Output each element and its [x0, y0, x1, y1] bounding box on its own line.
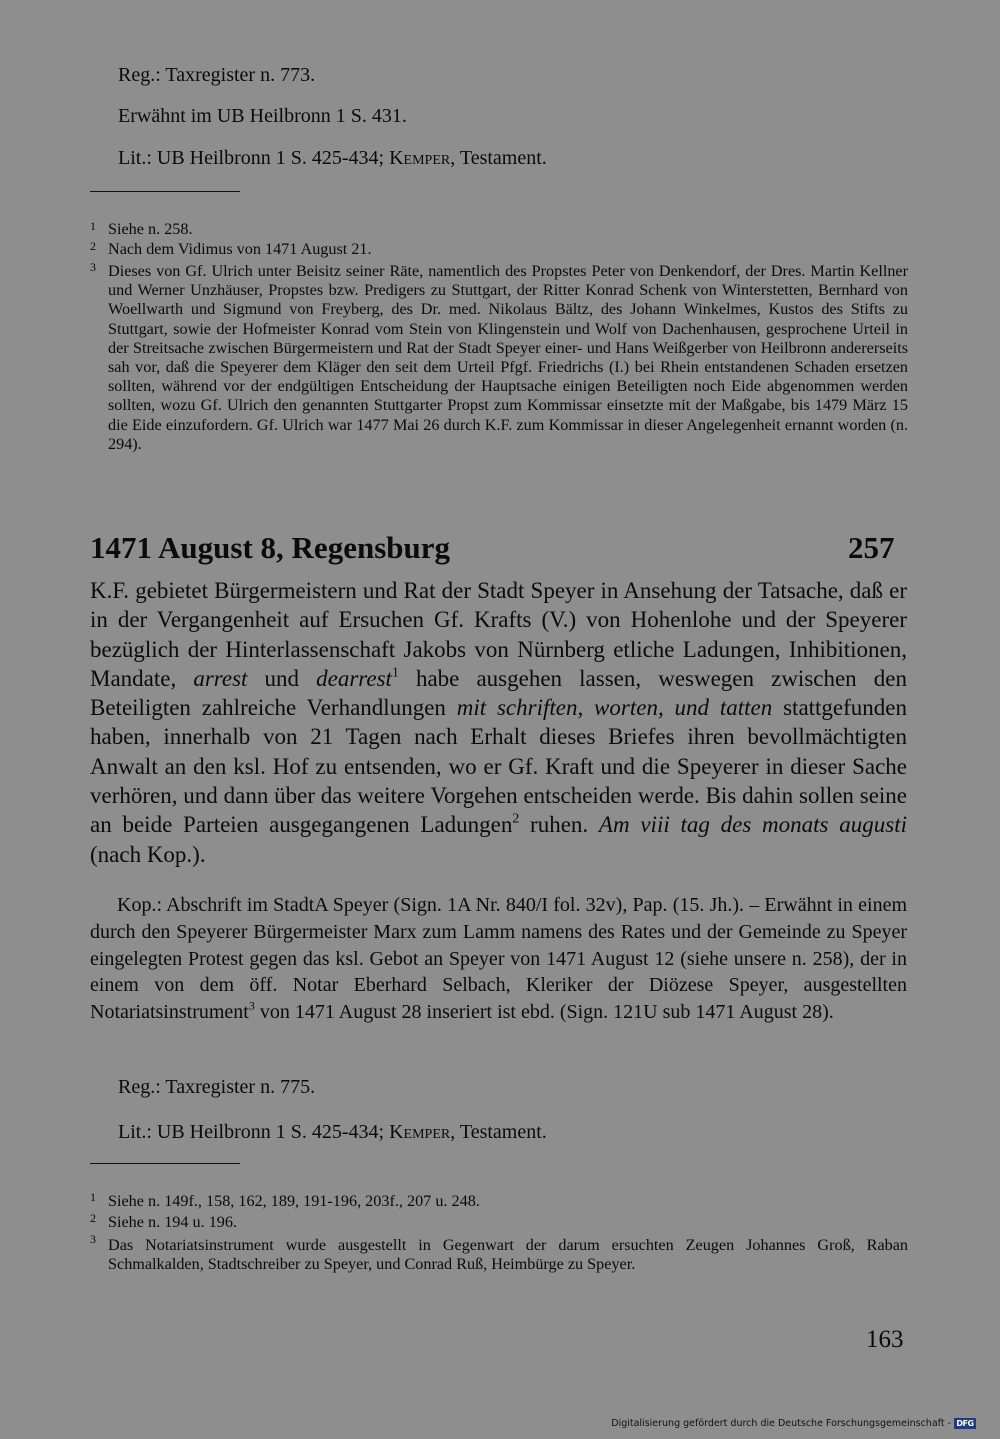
bottom-footnote-2: Siehe n. 194 u. 196. — [108, 1213, 238, 1231]
top-footnote-mark-1: 1 — [90, 219, 96, 233]
regest-italic-date: Am viii tag des monats augusti — [598, 812, 907, 838]
top-footnote-2: Nach dem Vidimus von 1471 August 21. — [108, 240, 372, 258]
top-lit-prefix: Lit.: UB Heilbronn 1 S. 425-434; — [118, 147, 390, 169]
entry-lit-author: Kemper — [389, 1121, 451, 1143]
regest-part-1: K.F. gebietet Bürgermeistern und Rat der Stadt Speyer in Ansehung der Tatsache, daß er in der Vergangenheit auf Ersuchen Gf. Krafts (V.) von Hohenlohe und der Speyerer bezüglich der Hinterlassenschaft Jakobs von Nürnberg etliche Ladungen, Inhibitionen, Mandate, — [90, 578, 907, 691]
regest-footnote-ref-2: 2 — [512, 810, 520, 826]
top-lit-suffix: , Testament. — [450, 147, 547, 169]
top-erwaehnt-line: Erwähnt im UB Heilbronn 1 S. 431. — [118, 105, 407, 127]
page-number: 163 — [866, 1326, 904, 1353]
kop-part-2: von 1471 August 28 inseriert ist ebd. (Sign. 121U sub 1471 August 28). — [254, 1001, 834, 1024]
footnote-separator-bottom — [90, 1163, 240, 1164]
kop-footnote-ref-3: 3 — [248, 998, 255, 1013]
top-footnote-1: Siehe n. 258. — [108, 220, 193, 238]
footnote-separator-top — [90, 191, 240, 192]
top-footnote-mark-3: 3 — [90, 260, 96, 274]
dfg-logo: DFG — [954, 1418, 976, 1429]
regest-part-5: ruhen. — [519, 812, 599, 838]
regest-footnote-ref-1: 1 — [391, 664, 399, 680]
entry-lit-line — [118, 1121, 547, 1144]
bottom-footnote-3 — [108, 1236, 908, 1274]
top-lit-line — [118, 147, 547, 170]
top-reg-line: Reg.: Taxregister n. 773. — [118, 64, 316, 86]
bottom-footnote-mark-3: 3 — [90, 1232, 96, 1246]
bottom-footnote-3-text: Das Notariatsinstrument wurde ausgestellt in Gegenwart der darum ersuchten Zeugen Johannes Groß, Raban Schmalkalden, Stadtschreiber zu Speyer, und Conrad Ruß, Heimbürge zu Speyer. — [108, 1236, 908, 1274]
top-footnote-mark-2: 2 — [90, 239, 96, 253]
top-footnote-3 — [108, 262, 908, 454]
top-footnote-3-text: Dieses von Gf. Ulrich unter Beisitz seiner Räte, namentlich des Propstes Peter von Denkendorf, der Dres. Martin Kellner und Werner Unzhäuser, Propstes bzw. Predigers zu Stuttgart, der Ritter Konrad Schenk von Winterstetten, Bernhard von Woellwarth und Sigmund von Freyberg, des Dr. med. Nikolaus Bältz, des Johann Winkelmes, Kustos des Stifts zu Stuttgart, sowie der Hofmeister Konrad vom Stein von Klingenstein und Wolf von Dachenhausen, gesprochene Urteil in der Streitsache zwischen Bürgermeistern und Rat der Stadt Speyer einer- und Hans Weißgerber von Heilbronn andererseits sah vor, daß die Speyerer dem Kläger den seit dem Urteil Pfgf. Friedrichs (I.) bei Rhein entstandenen Schaden ersetzen sollten, während vor der endgültigen Entscheidung der Hauptsache einigen Beteiligten noch Eide abgenommen werden sollten, wozu Gf. Ulrich den genannten Stuttgarter Propst zum Kommissar einsetzte mit der Maßgabe, bis 1479 März 15 die Eide einzufordern. Gf. Ulrich war 1477 Mai 26 durch K.F. zum Kommissar in dieser Angelegenheit ernannt worden (n. 294). — [108, 262, 908, 453]
entry-regest — [90, 576, 907, 869]
entry-reg-line: Reg.: Taxregister n. 775. — [118, 1076, 316, 1098]
credit-text: Digitalisierung gefördert durch die Deutsche Forschungsgemeinschaft - — [611, 1418, 951, 1429]
bottom-footnote-mark-1: 1 — [90, 1190, 96, 1204]
entry-date-place: 1471 August 8, Regensburg — [90, 530, 450, 565]
entry-lit-suffix: , Testament. — [450, 1121, 547, 1143]
regest-italic-quote: mit schriften, worten, und tatten — [456, 695, 773, 721]
digitization-credit — [611, 1418, 976, 1429]
top-lit-author: Kemper — [389, 147, 451, 169]
kop-part-1: Kop.: Abschrift im StadtA Speyer (Sign. 1A Nr. 840/I fol. 32v), Pap. (15. Jh.). – Erwähnt in einem durch den Speyerer Bürgermeister Marx zum Lamm namens des Rates und der Gemeinde zu Speyer eingelegten Protest gegen das ksl. Gebot an Speyer von 1471 August 12 (siehe unsere n. 258), der in einem von dem öff. Notar Eberhard Selbach, Kleriker der Diözese Speyer, ausgestellten Notariatsinstrument — [90, 894, 907, 1024]
regest-part-2: und — [247, 665, 317, 691]
entry-kop — [90, 892, 907, 1026]
entry-number: 257 — [848, 530, 895, 565]
regest-part-4: stattgefunden haben, innerhalb von 21 Tagen nach Erhalt dieses Briefes ihren bevollmächtigten Anwalt an den ksl. Hof zu entsenden, wo er Gf. Kraft und die Speyerer in dieser Sache verhören, und dann über das weitere Vorgehen entscheiden werde. Bis dahin sollen seine an beide Parteien ausgegangenen Ladungen — [90, 695, 908, 838]
bottom-footnote-mark-2: 2 — [90, 1211, 96, 1225]
entry-lit-prefix: Lit.: UB Heilbronn 1 S. 425-434; — [118, 1121, 390, 1143]
bottom-footnote-1: Siehe n. 149f., 158, 162, 189, 191-196, 203f., 207 u. 248. — [108, 1192, 480, 1210]
regest-italic-dearrest: dearrest — [316, 665, 392, 691]
regest-part-6: (nach Kop.). — [90, 841, 206, 867]
regest-italic-arrest: arrest — [193, 665, 248, 691]
regest-part-3: habe ausgehen lassen, weswegen zwischen den Beteiligten zahlreiche Verhandlungen — [90, 665, 907, 721]
